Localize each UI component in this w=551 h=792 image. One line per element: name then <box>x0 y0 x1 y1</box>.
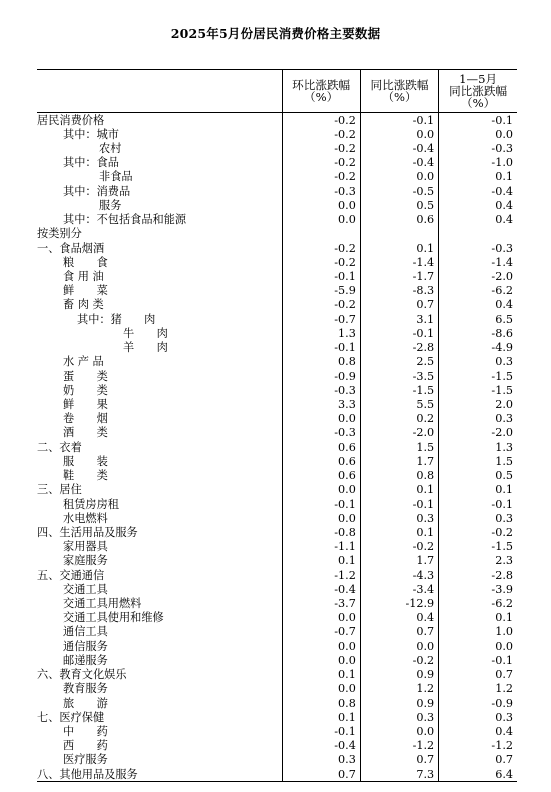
cell-ytd: 2.3 <box>439 554 517 568</box>
row-label: 其中：城市 <box>63 127 119 141</box>
cell-yoy: -1.7 <box>360 269 438 283</box>
table-row <box>37 483 517 497</box>
cell-yoy: -8.3 <box>360 284 438 298</box>
row-label: 西 药 <box>63 739 108 753</box>
row-label: 其中：不包括食品和能源 <box>63 213 187 227</box>
table-row <box>37 355 517 369</box>
cell-mom: 0.0 <box>282 611 360 625</box>
cell-yoy: 0.1 <box>360 525 438 539</box>
cell-mom: -1.2 <box>282 568 360 582</box>
row-label: 服 装 <box>63 454 108 468</box>
cell-ytd: -2.8 <box>439 568 517 582</box>
table-header-row <box>37 70 517 113</box>
row-label: 其中：猪 肉 <box>77 312 156 326</box>
table-row <box>37 696 517 710</box>
cell-yoy: 7.3 <box>360 767 438 782</box>
header-mom <box>282 70 360 113</box>
cell-mom: 0.1 <box>282 668 360 682</box>
row-label: 酒 类 <box>63 426 108 440</box>
table-row <box>37 668 517 682</box>
row-label: 奶 类 <box>63 383 108 397</box>
cell-yoy: 0.1 <box>360 241 438 255</box>
cell-yoy <box>360 227 438 241</box>
cell-mom: -0.2 <box>282 298 360 312</box>
table-row <box>37 326 517 340</box>
cell-ytd: -0.1 <box>439 497 517 511</box>
row-label: 六、教育文化娱乐 <box>37 668 127 682</box>
cell-yoy: -0.2 <box>360 653 438 667</box>
cell-yoy: 0.3 <box>360 511 438 525</box>
cell-mom: -0.2 <box>282 170 360 184</box>
table-row <box>37 554 517 568</box>
cell-yoy: 0.0 <box>360 639 438 653</box>
cell-mom: 0.6 <box>282 468 360 482</box>
row-label: 其中：食品 <box>63 156 119 170</box>
table-row <box>37 497 517 511</box>
cell-mom: 0.0 <box>282 682 360 696</box>
cell-mom: -3.7 <box>282 596 360 610</box>
cell-yoy: 2.5 <box>360 355 438 369</box>
cell-mom: 0.0 <box>282 653 360 667</box>
cell-mom: -0.2 <box>282 141 360 155</box>
row-label: 卷 烟 <box>63 412 108 426</box>
cell-ytd: -1.5 <box>439 540 517 554</box>
table-row <box>37 397 517 411</box>
cell-yoy: 1.5 <box>360 440 438 454</box>
table-row <box>37 710 517 724</box>
cell-yoy: 0.3 <box>360 710 438 724</box>
cell-yoy: 0.8 <box>360 468 438 482</box>
row-label: 按类别分 <box>37 227 82 241</box>
row-label: 七、医疗保健 <box>37 710 105 724</box>
cell-mom: -0.3 <box>282 426 360 440</box>
row-label: 居民消费价格 <box>37 113 105 127</box>
cell-mom: -0.1 <box>282 724 360 738</box>
cell-ytd: 0.3 <box>439 511 517 525</box>
cell-mom: 0.1 <box>282 554 360 568</box>
row-label: 家用器具 <box>63 540 108 554</box>
cell-yoy: 1.7 <box>360 454 438 468</box>
row-label: 二、衣着 <box>37 440 82 454</box>
cell-yoy: 0.0 <box>360 724 438 738</box>
cpi-table <box>37 69 517 782</box>
table-row <box>37 724 517 738</box>
row-label: 畜 肉 类 <box>63 298 104 312</box>
cell-ytd: 0.0 <box>439 639 517 653</box>
cell-yoy: -3.5 <box>360 369 438 383</box>
row-label: 租赁房房租 <box>63 497 119 511</box>
row-label: 非食品 <box>99 170 133 184</box>
cell-ytd: 2.0 <box>439 397 517 411</box>
header-ytd-period: 1—5月 <box>459 72 498 86</box>
table-row <box>37 383 517 397</box>
table-row <box>37 511 517 525</box>
cell-yoy: 3.1 <box>360 312 438 326</box>
cell-yoy: -0.4 <box>360 156 438 170</box>
cell-yoy: 0.7 <box>360 625 438 639</box>
row-label: 交通工具 <box>63 582 108 596</box>
table-row <box>37 582 517 596</box>
table-row <box>37 568 517 582</box>
cell-ytd: -0.3 <box>439 141 517 155</box>
cell-ytd: 0.7 <box>439 668 517 682</box>
table-row <box>37 255 517 269</box>
table-row <box>37 767 517 782</box>
table-row <box>37 753 517 767</box>
table-row <box>37 198 517 212</box>
cell-mom: -0.7 <box>282 312 360 326</box>
cell-mom: -1.1 <box>282 540 360 554</box>
cell-yoy: -0.1 <box>360 113 438 128</box>
cell-yoy: -2.8 <box>360 341 438 355</box>
table-row <box>37 625 517 639</box>
header-yoy <box>360 70 438 113</box>
row-label: 交通工具使用和维修 <box>63 611 164 625</box>
row-label: 教育服务 <box>63 682 108 696</box>
cell-yoy: 0.0 <box>360 127 438 141</box>
table-row <box>37 440 517 454</box>
table-body <box>37 113 517 782</box>
table-row <box>37 184 517 198</box>
table-row <box>37 213 517 227</box>
cell-yoy: 1.7 <box>360 554 438 568</box>
table-row <box>37 412 517 426</box>
row-label: 粮 食 <box>63 255 108 269</box>
cell-mom: -0.2 <box>282 255 360 269</box>
table-row <box>37 426 517 440</box>
header-ytd-unit: （%） <box>460 96 496 110</box>
cell-ytd: -8.6 <box>439 326 517 340</box>
row-label: 牛 肉 <box>123 326 168 340</box>
cell-yoy: 0.1 <box>360 483 438 497</box>
cell-yoy: 0.9 <box>360 668 438 682</box>
cell-ytd: -0.1 <box>439 113 517 128</box>
cell-ytd: 1.5 <box>439 454 517 468</box>
cell-ytd: -4.9 <box>439 341 517 355</box>
cell-yoy: 0.9 <box>360 696 438 710</box>
row-label: 邮递服务 <box>63 653 108 667</box>
cell-mom: 0.8 <box>282 355 360 369</box>
table-row <box>37 298 517 312</box>
table-row <box>37 596 517 610</box>
table-row <box>37 369 517 383</box>
cell-mom: -0.9 <box>282 369 360 383</box>
cell-mom: -0.2 <box>282 127 360 141</box>
table-row <box>37 739 517 753</box>
row-label: 其中：消费品 <box>63 184 131 198</box>
cell-mom: 0.0 <box>282 511 360 525</box>
cell-mom: 0.6 <box>282 454 360 468</box>
header-mom-label: 环比涨跌幅 <box>292 78 351 92</box>
cell-mom: -0.8 <box>282 525 360 539</box>
cell-mom: -0.3 <box>282 383 360 397</box>
row-label: 家庭服务 <box>63 554 108 568</box>
table-row <box>37 468 517 482</box>
cell-ytd: 6.4 <box>439 767 517 782</box>
cell-ytd: 0.4 <box>439 198 517 212</box>
header-mom-unit: （%） <box>304 90 339 104</box>
cell-ytd: 6.5 <box>439 312 517 326</box>
cell-mom: 3.3 <box>282 397 360 411</box>
cell-mom <box>282 227 360 241</box>
cell-yoy: 0.7 <box>360 298 438 312</box>
cell-ytd: 0.3 <box>439 710 517 724</box>
cell-mom: 0.0 <box>282 198 360 212</box>
cell-ytd: 0.1 <box>439 483 517 497</box>
cell-mom: -0.4 <box>282 739 360 753</box>
cell-ytd: -0.3 <box>439 241 517 255</box>
row-label: 通信服务 <box>63 639 108 653</box>
table-row <box>37 141 517 155</box>
cell-yoy: 0.5 <box>360 198 438 212</box>
table-row <box>37 156 517 170</box>
cell-ytd: -1.0 <box>439 156 517 170</box>
cell-yoy: 0.7 <box>360 753 438 767</box>
table-row <box>37 227 517 241</box>
table-row <box>37 241 517 255</box>
cell-ytd: 0.5 <box>439 468 517 482</box>
table-row <box>37 639 517 653</box>
cell-ytd: -0.9 <box>439 696 517 710</box>
cell-yoy: -1.2 <box>360 739 438 753</box>
cell-yoy: -0.2 <box>360 540 438 554</box>
cell-yoy: -0.1 <box>360 326 438 340</box>
cell-mom: 0.7 <box>282 767 360 782</box>
header-ytd-label: 同比涨跌幅 <box>449 84 508 98</box>
cell-ytd: 0.3 <box>439 355 517 369</box>
row-label: 蛋 类 <box>63 369 108 383</box>
cell-mom: -0.2 <box>282 241 360 255</box>
cell-mom: -0.7 <box>282 625 360 639</box>
table-row <box>37 682 517 696</box>
cell-ytd: 0.4 <box>439 298 517 312</box>
row-label: 医疗服务 <box>63 753 108 767</box>
cell-ytd: -1.5 <box>439 383 517 397</box>
row-label: 水 产 品 <box>63 355 104 369</box>
table-row <box>37 170 517 184</box>
row-label: 八、其他用品及服务 <box>37 767 282 782</box>
row-label: 三、居住 <box>37 483 82 497</box>
cell-mom: -5.9 <box>282 284 360 298</box>
cell-ytd: 1.3 <box>439 440 517 454</box>
cell-ytd: -1.2 <box>439 739 517 753</box>
cell-yoy: 0.0 <box>360 170 438 184</box>
cell-yoy: -1.4 <box>360 255 438 269</box>
cell-yoy: 1.2 <box>360 682 438 696</box>
table-row <box>37 284 517 298</box>
row-label: 水电燃料 <box>63 511 108 525</box>
table-row <box>37 312 517 326</box>
cell-ytd: -3.9 <box>439 582 517 596</box>
table-row <box>37 341 517 355</box>
header-yoy-unit: （%） <box>382 90 417 104</box>
table-row <box>37 653 517 667</box>
cell-mom: -0.3 <box>282 184 360 198</box>
table-row <box>37 113 517 128</box>
header-ytd <box>439 70 517 113</box>
cell-yoy: -0.4 <box>360 141 438 155</box>
cell-yoy: -3.4 <box>360 582 438 596</box>
cell-ytd: -2.0 <box>439 269 517 283</box>
cell-mom: -0.4 <box>282 582 360 596</box>
cell-ytd: -2.0 <box>439 426 517 440</box>
cell-ytd: -6.2 <box>439 596 517 610</box>
cell-yoy: 0.6 <box>360 213 438 227</box>
header-yoy-label: 同比涨跌幅 <box>370 78 429 92</box>
cell-ytd: 0.1 <box>439 170 517 184</box>
cell-mom: 0.0 <box>282 639 360 653</box>
cell-mom: 0.0 <box>282 412 360 426</box>
table-row <box>37 540 517 554</box>
cell-ytd: 0.3 <box>439 412 517 426</box>
cell-mom: 0.0 <box>282 213 360 227</box>
cell-yoy: 0.4 <box>360 611 438 625</box>
cell-yoy: 5.5 <box>360 397 438 411</box>
cell-mom: -0.1 <box>282 341 360 355</box>
row-label: 鲜 菜 <box>63 284 108 298</box>
cell-yoy: -0.5 <box>360 184 438 198</box>
row-label: 食 用 油 <box>63 270 104 284</box>
table-row <box>37 525 517 539</box>
cell-yoy: -12.9 <box>360 596 438 610</box>
cell-mom: 1.3 <box>282 326 360 340</box>
cell-ytd: 0.1 <box>439 611 517 625</box>
table-row <box>37 454 517 468</box>
row-label: 五、交通通信 <box>37 568 105 582</box>
cell-ytd: -1.4 <box>439 255 517 269</box>
row-label: 四、生活用品及服务 <box>37 525 138 539</box>
cell-ytd <box>439 227 517 241</box>
cell-ytd: 0.4 <box>439 213 517 227</box>
cell-ytd: 1.2 <box>439 682 517 696</box>
cell-mom: 0.3 <box>282 753 360 767</box>
row-label: 通信工具 <box>63 625 108 639</box>
table-row <box>37 269 517 283</box>
row-label: 鞋 类 <box>63 469 108 483</box>
cell-mom: 0.0 <box>282 483 360 497</box>
cell-ytd: -0.4 <box>439 184 517 198</box>
cell-ytd: -6.2 <box>439 284 517 298</box>
row-label: 一、食品烟酒 <box>37 241 105 255</box>
row-label: 服务 <box>99 198 122 212</box>
cell-ytd: 1.0 <box>439 625 517 639</box>
cell-mom: -0.2 <box>282 113 360 128</box>
row-label: 旅 游 <box>63 696 108 710</box>
row-label: 中 药 <box>63 725 108 739</box>
row-label: 农村 <box>99 142 122 156</box>
row-label: 交通工具用燃料 <box>63 597 142 611</box>
cell-ytd: -0.2 <box>439 525 517 539</box>
cell-yoy: 0.2 <box>360 412 438 426</box>
table-row <box>37 611 517 625</box>
row-label: 鲜 果 <box>63 397 108 411</box>
cell-mom: -0.1 <box>282 269 360 283</box>
cell-mom: 0.8 <box>282 696 360 710</box>
row-label: 羊 肉 <box>123 341 168 355</box>
cell-yoy: -1.5 <box>360 383 438 397</box>
table-row <box>37 127 517 141</box>
cell-yoy: -4.3 <box>360 568 438 582</box>
page-title: 2025年5月份居民消费价格主要数据 <box>170 26 381 41</box>
cell-yoy: -2.0 <box>360 426 438 440</box>
cell-mom: -0.1 <box>282 497 360 511</box>
cell-mom: 0.1 <box>282 710 360 724</box>
cell-ytd: 0.7 <box>439 753 517 767</box>
cell-ytd: -0.1 <box>439 653 517 667</box>
cell-mom: 0.6 <box>282 440 360 454</box>
cell-mom: -0.2 <box>282 156 360 170</box>
cell-ytd: 0.0 <box>439 127 517 141</box>
cell-ytd: 0.4 <box>439 724 517 738</box>
cell-yoy: -0.1 <box>360 497 438 511</box>
cell-ytd: -1.5 <box>439 369 517 383</box>
header-item-column <box>37 70 282 113</box>
